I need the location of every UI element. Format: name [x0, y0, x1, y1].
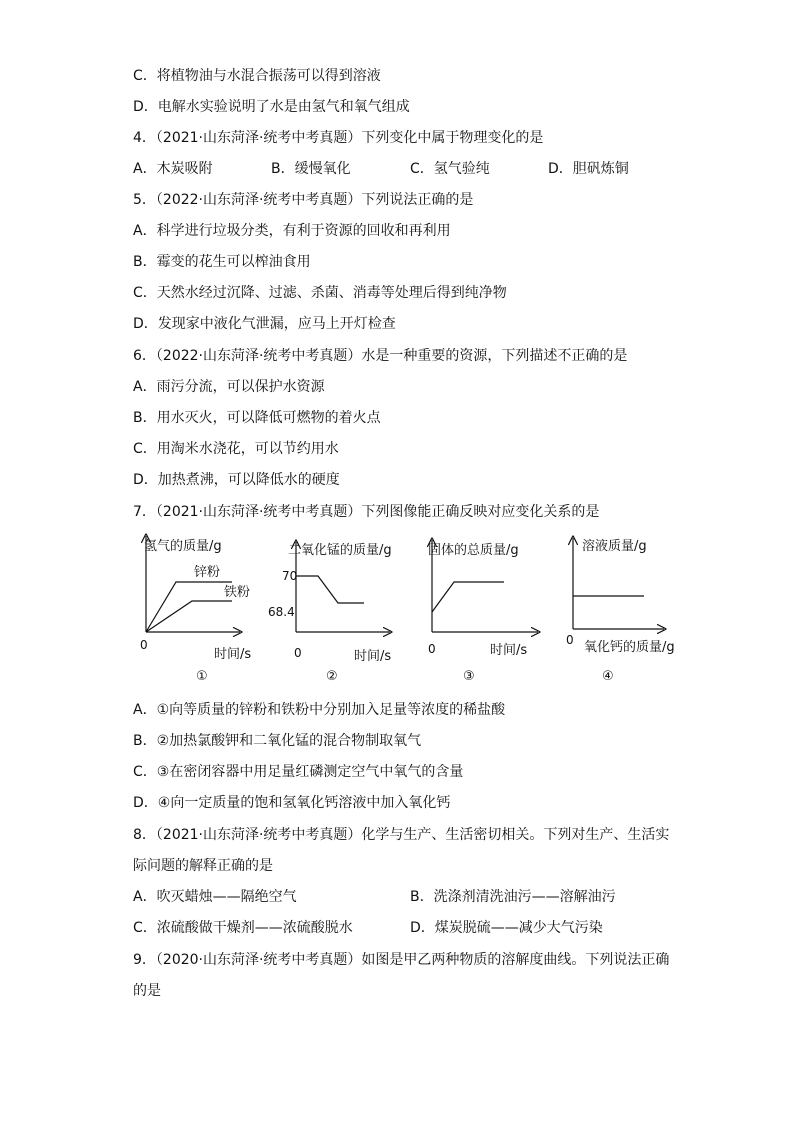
graph-2-origin: 0	[294, 646, 302, 660]
graph-1-number: ①	[196, 669, 208, 684]
graph-3-number: ③	[463, 669, 475, 684]
q4-option-d: D．胆矾炼铜	[548, 161, 629, 177]
q8-option-b: B．洗涤剂清洗油污——溶解油污	[410, 889, 616, 905]
graph-4-origin: 0	[566, 633, 574, 647]
q8-stem-line1: 8．（2021·山东菏泽·统考中考真题）化学与生产、生活密切相关。下列对生产、生活实	[133, 827, 670, 843]
q5-option-c: C．天然水经过沉降、过滤、杀菌、消毒等处理后得到纯净物	[133, 285, 507, 301]
graph-1-svg	[128, 532, 268, 682]
q6-option-a: A．雨污分流，可以保护水资源	[133, 379, 325, 395]
q5-stem: 5．（2022·山东菏泽·统考中考真题）下列说法正确的是	[133, 192, 474, 208]
graph-3-line	[432, 582, 504, 612]
graph-4-xlabel: 氧化钙的质量/g	[584, 640, 675, 655]
q4-option-a: A．木炭吸附	[133, 161, 213, 177]
q9-stem-line2: 的是	[133, 983, 161, 999]
graph-3-origin: 0	[428, 642, 436, 656]
q3-option-d: D．电解水实验说明了水是由氢气和氧气组成	[133, 99, 410, 115]
q8-option-c: C．浓硫酸做干燥剂——浓硫酸脱水	[133, 920, 353, 936]
graph-4-number: ④	[602, 669, 614, 684]
q6-stem: 6．（2022·山东菏泽·统考中考真题）水是一种重要的资源，下列描述不正确的是	[133, 348, 628, 364]
q5-option-d: D．发现家中液化气泄漏，应马上开灯检查	[133, 316, 396, 332]
graph-3-xlabel: 时间/s	[490, 643, 528, 658]
graph-4-svg	[560, 532, 700, 682]
graph-3-ylabel: 固体的总质量/g	[428, 543, 519, 558]
graph-1-zinc-label: 锌粉	[194, 565, 221, 580]
q6-option-b: B．用水灭火，可以降低可燃物的着火点	[133, 410, 381, 426]
q6-option-c: C．用淘米水浇花，可以节约用水	[133, 441, 339, 457]
graph-2-tick-70: 70	[282, 569, 298, 583]
q6-option-d: D．加热煮沸，可以降低水的硬度	[133, 472, 340, 488]
graph-1-xlabel: 时间/s	[214, 647, 252, 662]
graph-2-ylabel: 二氧化锰的质量/g	[288, 543, 392, 558]
q4-stem: 4．（2021·山东菏泽·统考中考真题）下列变化中属于物理变化的是	[133, 130, 544, 146]
graph-1-ylabel: 氢气的质量/g	[144, 539, 222, 554]
q5-option-a: A．科学进行垃圾分类，有利于资源的回收和再利用	[133, 223, 451, 239]
q7-option-a: A．①向等质量的锌粉和铁粉中分别加入足量等浓度的稀盐酸	[133, 702, 506, 718]
graph-1-zinc-line	[146, 582, 232, 632]
q7-option-b: B．②加热氯酸钾和二氧化锰的混合物制取氧气	[133, 733, 422, 749]
q7-stem: 7．（2021·山东菏泽·统考中考真题）下列图像能正确反映对应变化关系的是	[133, 504, 600, 520]
q4-option-c: C．氢气验纯	[410, 161, 490, 177]
q5-option-b: B．霉变的花生可以榨油食用	[133, 254, 311, 270]
graph-4-ylabel: 溶液质量/g	[582, 539, 647, 554]
q3-option-c: C．将植物油与水混合振荡可以得到溶液	[133, 68, 381, 84]
graph-1-origin: 0	[140, 638, 148, 652]
graph-2	[266, 532, 416, 686]
graph-2-line	[296, 576, 364, 603]
q8-option-a: A．吹灭蜡烛——隔绝空气	[133, 889, 297, 905]
q4-option-b: B．缓慢氧化	[271, 161, 351, 177]
graph-2-tick-68-4: 68.4	[268, 605, 295, 619]
graph-1	[128, 532, 268, 686]
q7-option-c: C．③在密闭容器中用足量红磷测定空气中氧气的含量	[133, 764, 464, 780]
graph-2-svg	[266, 532, 416, 682]
graph-3	[420, 532, 570, 686]
graph-2-xlabel: 时间/s	[354, 649, 392, 664]
q8-stem-line2: 际问题的解释正确的是	[133, 858, 273, 874]
graph-3-svg	[420, 532, 570, 682]
graph-2-number: ②	[326, 669, 338, 684]
graph-4	[560, 532, 700, 686]
q9-stem-line1: 9．（2020·山东菏泽·统考中考真题）如图是甲乙两种物质的溶解度曲线。下列说法正确	[133, 952, 670, 968]
graph-1-iron-label: 铁粉	[224, 585, 251, 600]
graph-1-iron-line	[146, 601, 232, 632]
q8-option-d: D．煤炭脱硫——减少大气污染	[410, 920, 603, 936]
q7-option-d: D．④向一定质量的饱和氢氧化钙溶液中加入氧化钙	[133, 795, 451, 811]
